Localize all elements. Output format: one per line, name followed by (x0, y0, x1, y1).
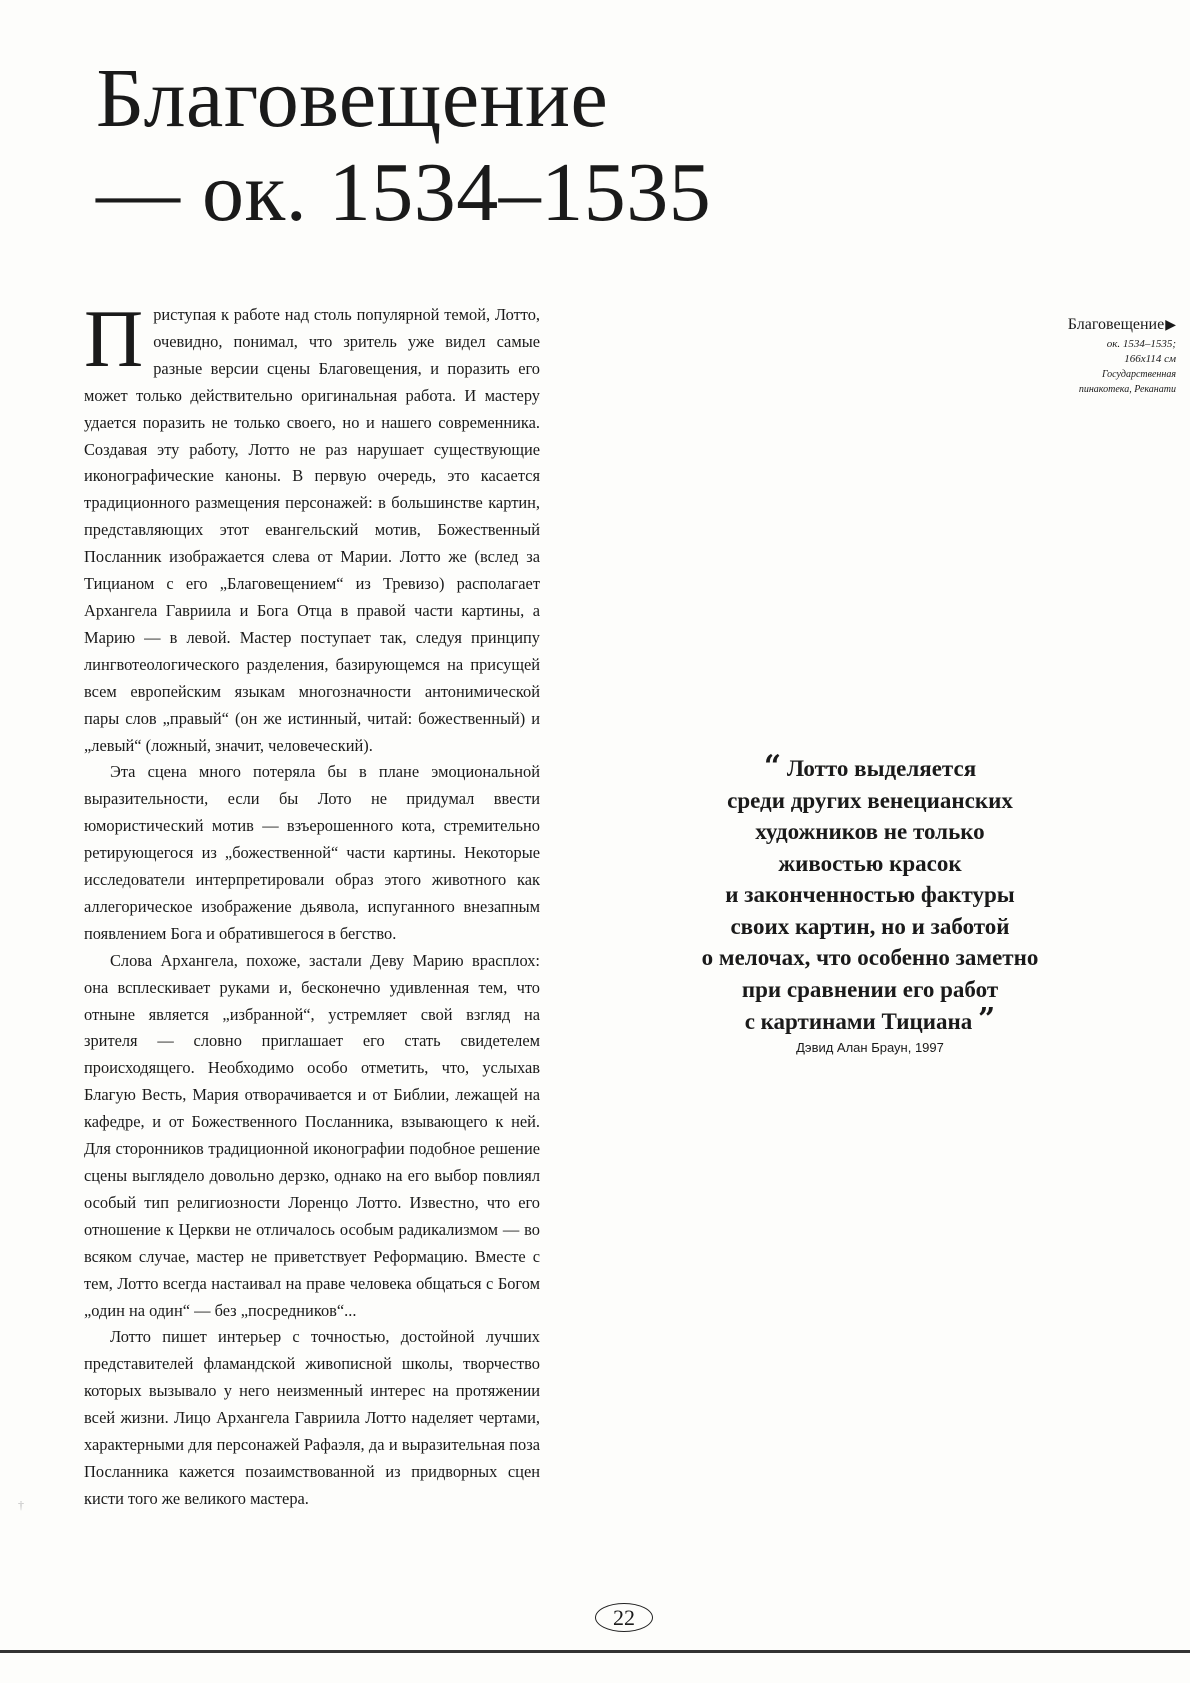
quote-line: живостью красок (778, 850, 962, 876)
quote-line-text: Лотто выделяется (786, 756, 977, 781)
caption-title (956, 314, 1176, 337)
footer-rule (0, 1650, 1190, 1653)
caption-location-2: пинакотека, Реканати (1078, 384, 1176, 395)
article-body (84, 293, 540, 1513)
paragraph-4: Лотто пишет интерьер с точностью, достойной лучших представителей фламандской живописной школы, творчество которых вызывало у него неизменный интерес на протяжении всей жизни. Лицо Архангела Гавриила Лотто наделяет чертами, характерными для персонажей Рафаэля, да и выразительная поза Посланника кажется позаимствованной из придворных сцен кисти того же великого мастера. (84, 1327, 540, 1508)
caption-dimensions: 166x114 см (1124, 353, 1176, 365)
quote-line: и законченностью фактуры (725, 882, 1015, 907)
quote-line-text: с картинами Тициана (744, 1009, 973, 1034)
paragraph-1 (84, 293, 540, 759)
quote-line: своих картин, но и заботой (730, 913, 1010, 939)
drop-cap: П (84, 293, 144, 384)
caption-location-1: Государственная (1101, 369, 1176, 380)
paragraph-1-text: риступая к работе над столь популярной темой, Лотто, очевидно, понимал, что зритель уже видел самые разные версии сцены Благовещения, и поразить его может только действительно оригинальная работа. И мастеру удается поразить не только своего, но и нашего современника. Создавая эту работу, Лотто не раз нарушает существующие иконографические каноны. В первую очередь, это касается традиционного размещения персонажей: в большинстве картин, представляющих этот евангельский мотив, Божественный Посланник изображается слева от Марии. Лотто же (вслед за Тицианом с его „Благовещением“ из Тревизо) располагает Архангела Гавриила и Бога Отца в правой части картины, а Марию — в левой. Мастер поступает так, следуя принципу лингвотеологического разделения, базирующемся на присущей всем европейским языкам многозначности антонимической пары слов „правый“ (он же истинный, читай: божественный) и „левый“ (ложный, значит, человеческий). (84, 305, 540, 755)
caption-date: ок. 1534–1535; (1106, 338, 1176, 350)
arrow-right-icon: ▶ (1165, 318, 1176, 333)
close-quote-icon: ” (978, 1002, 996, 1037)
quote-line: о мелочах, что особенно заметно (701, 945, 1039, 970)
quote-line: при сравнении его работ (741, 976, 999, 1002)
quote-line (680, 749, 1060, 785)
title-line-2: — ок. 1534–1535 (96, 146, 712, 239)
paragraph-2: Эта сцена много потеряла бы в плане эмоциональной выразительности, если бы Лото не придумал ввести юмористический мотив — взъерошенного кота, стремительно ретирующегося из „божественной“ части картины. Некоторые исследователи интерпретировали образ этого животного как аллегорическое изображение дьявола, испуганного внезапным появлением Бога и обратившегося в бегство. (84, 762, 540, 943)
page-title (96, 52, 816, 240)
margin-mark: † (18, 1498, 24, 1512)
quote-line: среди других венецианских (727, 787, 1013, 813)
paragraph-3: Слова Архангела, похоже, застали Деву Марию врасплох: она всплескивает руками и, бесконечно удивленная тем, что отныне является „избранной“, устремляет свой взгляд на зрителя — словно приглашает его стать свидетелем происходящего. Необходимо особо отметить, что, услыхав Благую Весть, Мария отворачивается и от Библии, лежащей на кафедре, и от Божественного Посланника, взывающего к ней. Для сторонников традиционной иконографии подобное решение сцены выглядело довольно дерзко, однако на его выбор повлиял особый тип религиозности Лоренцо Лотто. Известно, что его отношение к Церкви не отличалось особым радикализмом — во всяком случае, мастер не приветствует Реформацию. Вместе с тем, Лотто всегда настаивал на праве человека общаться с Богом „один на один“ — без „посредников“... (84, 950, 540, 1320)
pull-quote (680, 749, 1060, 1038)
quote-line: художников не только (755, 819, 985, 844)
title-line-1: Благовещение (96, 52, 609, 145)
artwork-caption (956, 314, 1176, 397)
quote-author: Дэвид Алан Браун, 1997 (796, 1040, 944, 1055)
caption-title-text: Благовещение (1067, 316, 1165, 333)
page-number: 22 (595, 1603, 653, 1632)
open-quote-icon: “ (763, 749, 782, 784)
quote-line (680, 1002, 1060, 1038)
